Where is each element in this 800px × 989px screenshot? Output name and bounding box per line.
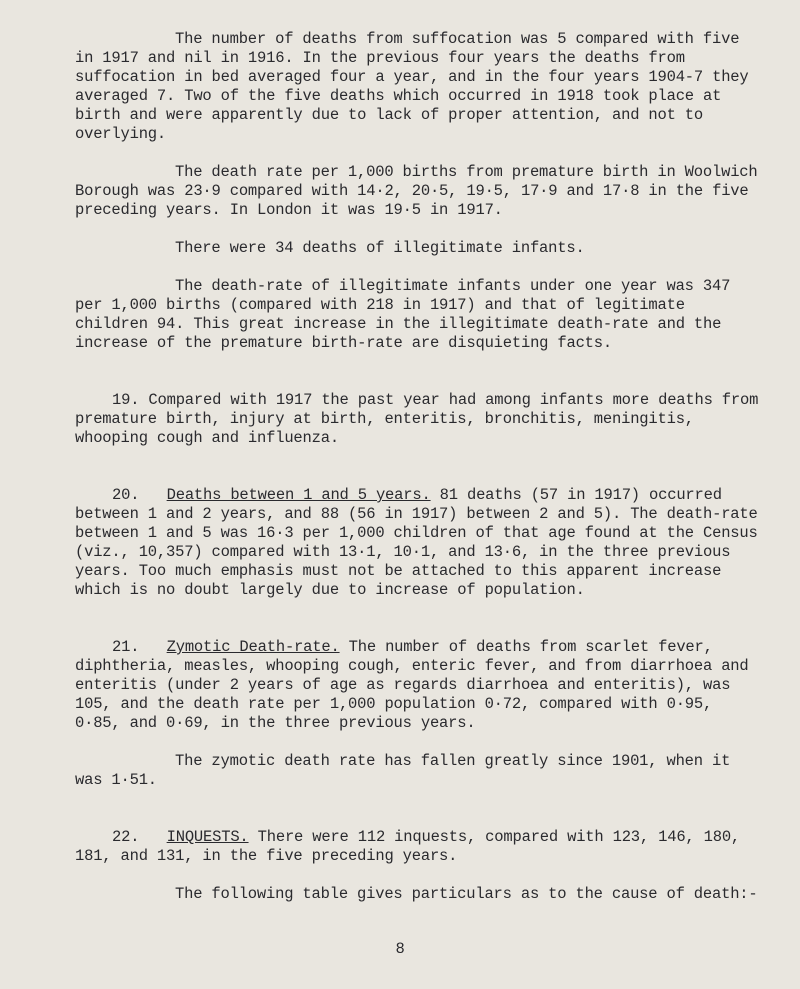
paragraph-illegitimate-deaths: There were 34 deaths of illegitimate infants. [175,239,585,257]
paragraph-illegitimate-death-rate: The death-rate of illegitimate infants under one year was 347 per 1,000 births (compared with 218 in 1917) and that of legitimate children 94. This great increase in the illegitimate death-rate and the increase of the premature birth-rate are disquieting facts. [75,277,740,352]
section-number: 21. [112,638,140,656]
paragraph-premature-birth: The death rate per 1,000 births from premature birth in Woolwich Borough was 23·9 compared with 14·2, 20·5, 19·5, 17·9 and 17·8 in the five preceding years. In London it was 19·5 in 1917. [75,163,767,219]
paragraph-20-deaths-1-to-5 [75,486,767,600]
paragraph-22-inquests [75,828,760,866]
section-body: The number of deaths from scarlet fever, diphtheria, measles, whooping cough, enteric fever, and from diarrhoea and enteritis (under 2 years of age as regards diarrhoea and enteritis), was 105, and the death rate per 1,000 population 0·72, compared with 0·95, 0·85, and 0·69, in the three previous years. [75,638,758,732]
section-body: 81 deaths (57 in 1917) occurred between 1 and 2 years, and 88 (56 in 1917) between 2 and 5). The death-rate between 1 and 5 was 16·3 per 1,000 children of that age found at the Census (viz., 10,357) compared with 13·1, 10·1, and 13·6, in the three previous years. Too much emphasis must not be attached to this apparent increase which is no doubt largely due to increase of population. [75,486,767,599]
paragraph-table-intro: The following table gives particulars as to the cause of death:- [175,885,758,903]
paragraph-21-zymotic [75,638,760,733]
section-body: There were 112 inquests, compared with 123, 146, 180, 181, and 131, in the five preceding years. [75,828,750,865]
paragraph-suffocation: The number of deaths from suffocation was 5 compared with five in 1917 and nil in 1916. In the previous four years the deaths from suffocation in bed averaged four a year, and in the four years 1904-7 they averaged 7. Two of the five deaths which occurred in 1918 took place at birth and were apparently due to lack of proper attention, and not to overlying. [75,30,758,143]
paragraph-zymotic-fallen: The zymotic death rate has fallen greatly since 1901, when it was 1·51. [75,752,740,789]
section-number: 20. [112,486,140,504]
page-number: 8 [395,940,405,958]
section-heading: Deaths between 1 and 5 years. [166,486,431,504]
section-number: 22. [112,828,140,846]
section-heading: Zymotic Death-rate. [166,638,340,656]
section-heading: INQUESTS. [166,828,249,846]
paragraph-19-infant-deaths: 19. Compared with 1917 the past year had among infants more deaths from premature birth, injury at birth, enteritis, bronchitis, meningitis, whooping cough and influenza. [75,391,768,447]
